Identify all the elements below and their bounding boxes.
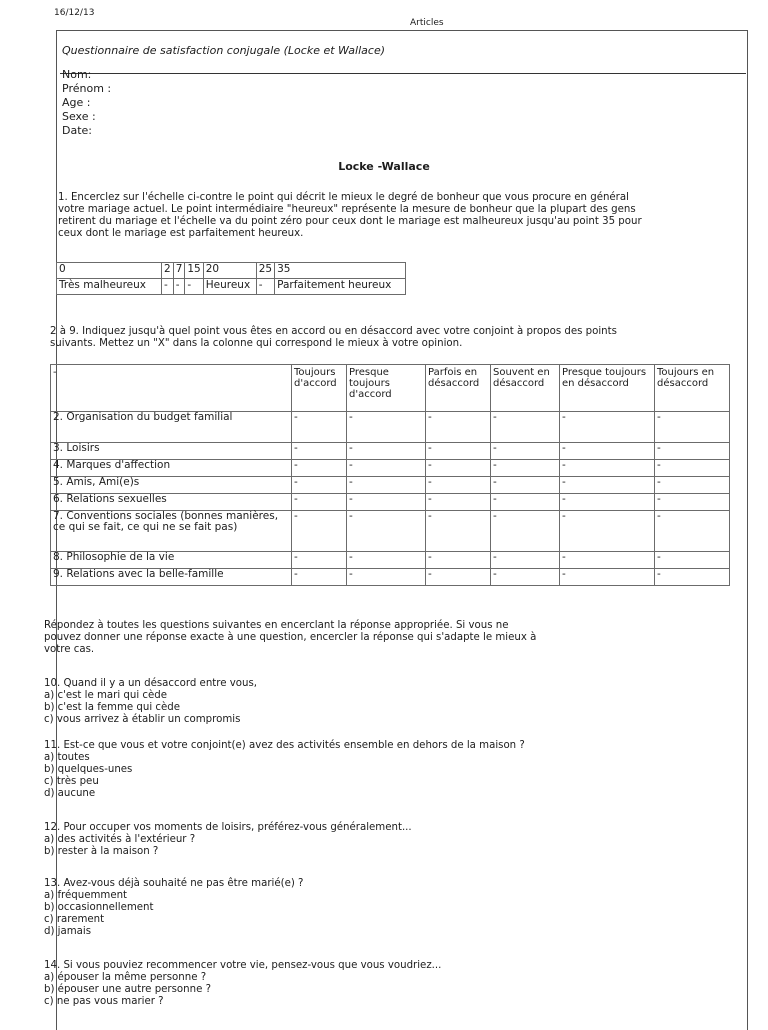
answer-cell[interactable]: - <box>347 443 426 460</box>
field-sexe: Sexe : <box>62 110 96 123</box>
scale-labels-row <box>57 279 406 295</box>
row-label: 4. Marques d'affection <box>51 460 292 477</box>
question-11 <box>44 740 525 800</box>
row-label: 8. Philosophie de la vie <box>51 552 292 569</box>
section-title: Locke -Wallace <box>338 160 430 173</box>
answer-cell[interactable]: - <box>426 494 491 511</box>
answer-option[interactable]: a) des activités à l'extérieur ? <box>44 834 196 845</box>
row-label: 6. Relations sexuelles <box>51 494 292 511</box>
answer-cell[interactable]: - <box>292 477 347 494</box>
answer-cell[interactable]: - <box>655 460 730 477</box>
agreement-header-row <box>51 365 730 412</box>
answer-option[interactable]: c) très peu <box>44 776 99 787</box>
scale-cell: 35 <box>275 263 406 279</box>
answer-cell[interactable]: - <box>491 460 560 477</box>
answer-option[interactable]: b) c'est la femme qui cède <box>44 702 181 713</box>
answer-cell[interactable]: - <box>292 494 347 511</box>
q1-line: retirent du mariage et l'échelle va du point zéro pour ceux dont le mariage est malheureux jusqu'au point 35 pour <box>58 216 642 227</box>
table-row <box>51 494 730 511</box>
answer-cell[interactable]: - <box>560 552 655 569</box>
answer-cell[interactable]: - <box>655 443 730 460</box>
answer-cell[interactable]: - <box>491 443 560 460</box>
answer-cell[interactable]: - <box>560 443 655 460</box>
answer-option[interactable]: a) c'est le mari qui cède <box>44 690 168 701</box>
table-row <box>51 412 730 443</box>
question-text: 12. Pour occuper vos moments de loisirs, préférez-vous généralement... <box>44 822 412 833</box>
answer-cell[interactable]: - <box>491 494 560 511</box>
answer-cell[interactable]: - <box>292 552 347 569</box>
happiness-scale-table <box>56 262 406 295</box>
q2-9-line: suivants. Mettez un "X" dans la colonne qui correspond le mieux à votre opinion. <box>50 338 463 349</box>
answer-cell[interactable]: - <box>655 477 730 494</box>
q1-text <box>58 192 642 240</box>
answer-cell[interactable]: - <box>491 511 560 552</box>
col-header: Souvent en désaccord <box>491 365 560 412</box>
answer-cell[interactable]: - <box>347 569 426 586</box>
table-row <box>51 511 730 552</box>
table-row <box>51 443 730 460</box>
question-text: 10. Quand il y a un désaccord entre vous, <box>44 678 258 689</box>
answer-cell[interactable]: - <box>426 460 491 477</box>
scale-cell: 2 <box>162 263 174 279</box>
answer-cell[interactable]: - <box>560 412 655 443</box>
answer-option[interactable]: c) rarement <box>44 914 105 925</box>
answer-cell[interactable]: - <box>292 569 347 586</box>
answer-cell[interactable]: - <box>347 511 426 552</box>
answer-cell[interactable]: - <box>426 569 491 586</box>
scale-cell: 0 <box>57 263 162 279</box>
table-row <box>51 569 730 586</box>
row-label: 7. Conventions sociales (bonnes manières, ce qui se fait, ce qui ne se fait pas) <box>51 511 292 552</box>
title-divider <box>60 73 746 74</box>
field-age: Age : <box>62 96 91 109</box>
col-header: - <box>51 365 292 412</box>
instruction-line: pouvez donner une réponse exacte à une question, encercler la réponse qui s'adapte le mieux à <box>44 632 537 643</box>
scale-label: Heureux <box>203 279 256 295</box>
answer-cell[interactable]: - <box>560 494 655 511</box>
question-text: 13. Avez-vous déjà souhaité ne pas être marié(e) ? <box>44 878 304 889</box>
answer-option[interactable]: c) ne pas vous marier ? <box>44 996 164 1007</box>
field-prenom: Prénom : <box>62 82 112 95</box>
answer-option[interactable]: a) fréquemment <box>44 890 128 901</box>
scale-label: - <box>185 279 203 295</box>
q1-line: ceux dont le mariage est parfaitement heureux. <box>58 228 304 239</box>
question-13 <box>44 878 303 938</box>
answer-cell[interactable]: - <box>347 552 426 569</box>
header-title: Articles <box>410 18 444 28</box>
answer-cell[interactable]: - <box>655 494 730 511</box>
scale-label: - <box>173 279 185 295</box>
answer-cell[interactable]: - <box>560 511 655 552</box>
answer-cell[interactable]: - <box>426 511 491 552</box>
table-row <box>51 477 730 494</box>
answer-cell[interactable]: - <box>560 569 655 586</box>
answer-cell[interactable]: - <box>655 569 730 586</box>
scale-label: Très malheureux <box>57 279 162 295</box>
answer-cell[interactable]: - <box>347 412 426 443</box>
answer-option[interactable]: b) occasionnellement <box>44 902 154 913</box>
answer-option[interactable]: b) épouser une autre personne ? <box>44 984 211 995</box>
answer-cell[interactable]: - <box>292 443 347 460</box>
answer-option[interactable]: c) vous arrivez à établir un compromis <box>44 714 241 725</box>
answer-option[interactable]: b) rester à la maison ? <box>44 846 159 857</box>
answer-cell[interactable]: - <box>292 460 347 477</box>
question-12 <box>44 822 412 858</box>
scale-cell: 7 <box>173 263 185 279</box>
scale-cell: 20 <box>203 263 256 279</box>
questionnaire-title: Questionnaire de satisfaction conjugale (Locke et Wallace) <box>62 44 386 57</box>
answer-option[interactable]: b) quelques-unes <box>44 764 133 775</box>
agreement-table <box>50 364 730 586</box>
answer-cell[interactable]: - <box>347 494 426 511</box>
answer-option[interactable]: a) toutes <box>44 752 90 763</box>
answer-option[interactable]: d) aucune <box>44 788 96 799</box>
scale-label: Parfaitement heureux <box>275 279 406 295</box>
q1-line: 1. Encerclez sur l'échelle ci-contre le point qui décrit le mieux le degré de bonheur que vous procure en général <box>58 192 629 203</box>
table-row <box>51 552 730 569</box>
instructions <box>44 620 536 656</box>
row-label: 3. Loisirs <box>51 443 292 460</box>
question-text: 14. Si vous pouviez recommencer votre vie, pensez-vous que vous voudriez... <box>44 960 442 971</box>
scale-cell: 15 <box>185 263 203 279</box>
col-header: Presque toujours en désaccord <box>560 365 655 412</box>
identity-fields <box>62 68 111 138</box>
instruction-line: votre cas. <box>44 644 95 655</box>
question-14 <box>44 960 441 1008</box>
q2-9-line: 2 à 9. Indiquez jusqu'à quel point vous êtes en accord ou en désaccord avec votre conjoint à propos des points <box>50 326 617 337</box>
col-header: Presque toujours d'accord <box>347 365 426 412</box>
q2-9-text <box>50 326 617 350</box>
answer-cell[interactable]: - <box>347 477 426 494</box>
answer-cell[interactable]: - <box>292 412 347 443</box>
answer-cell[interactable]: - <box>292 511 347 552</box>
answer-option[interactable]: a) épouser la même personne ? <box>44 972 207 983</box>
answer-cell[interactable]: - <box>426 477 491 494</box>
row-label: 5. Amis, Ami(e)s <box>51 477 292 494</box>
col-header: Parfois en désaccord <box>426 365 491 412</box>
answer-cell[interactable]: - <box>426 443 491 460</box>
answer-cell[interactable]: - <box>347 460 426 477</box>
scale-cell: 25 <box>256 263 274 279</box>
answer-cell[interactable]: - <box>491 552 560 569</box>
answer-cell[interactable]: - <box>655 552 730 569</box>
answer-cell[interactable]: - <box>426 412 491 443</box>
answer-cell[interactable]: - <box>491 412 560 443</box>
q1-line: votre mariage actuel. Le point intermédiaire "heureux" représente la mesure de bonheur que la plupart des gens <box>58 204 636 215</box>
answer-cell[interactable]: - <box>655 412 730 443</box>
instruction-line: Répondez à toutes les questions suivantes en encerclant la réponse appropriée. Si vous ne <box>44 620 509 631</box>
answer-option[interactable]: d) jamais <box>44 926 92 937</box>
col-header: Toujours d'accord <box>292 365 347 412</box>
answer-cell[interactable]: - <box>426 552 491 569</box>
header-date: 16/12/13 <box>54 8 95 18</box>
col-header: Toujours en désaccord <box>655 365 730 412</box>
answer-cell[interactable]: - <box>560 477 655 494</box>
row-label: 2. Organisation du budget familial <box>51 412 292 443</box>
answer-cell[interactable]: - <box>560 460 655 477</box>
scale-values-row <box>57 263 406 279</box>
answer-cell[interactable]: - <box>491 569 560 586</box>
scale-label: - <box>256 279 274 295</box>
scale-label: - <box>162 279 174 295</box>
answer-cell[interactable]: - <box>491 477 560 494</box>
table-row <box>51 460 730 477</box>
question-10 <box>44 678 257 726</box>
answer-cell[interactable]: - <box>655 511 730 552</box>
question-text: 11. Est-ce que vous et votre conjoint(e) avez des activités ensemble en dehors de la maison ? <box>44 740 525 751</box>
field-nom: Nom: <box>62 68 92 81</box>
row-label: 9. Relations avec la belle-famille <box>51 569 292 586</box>
field-date: Date: <box>62 124 92 137</box>
